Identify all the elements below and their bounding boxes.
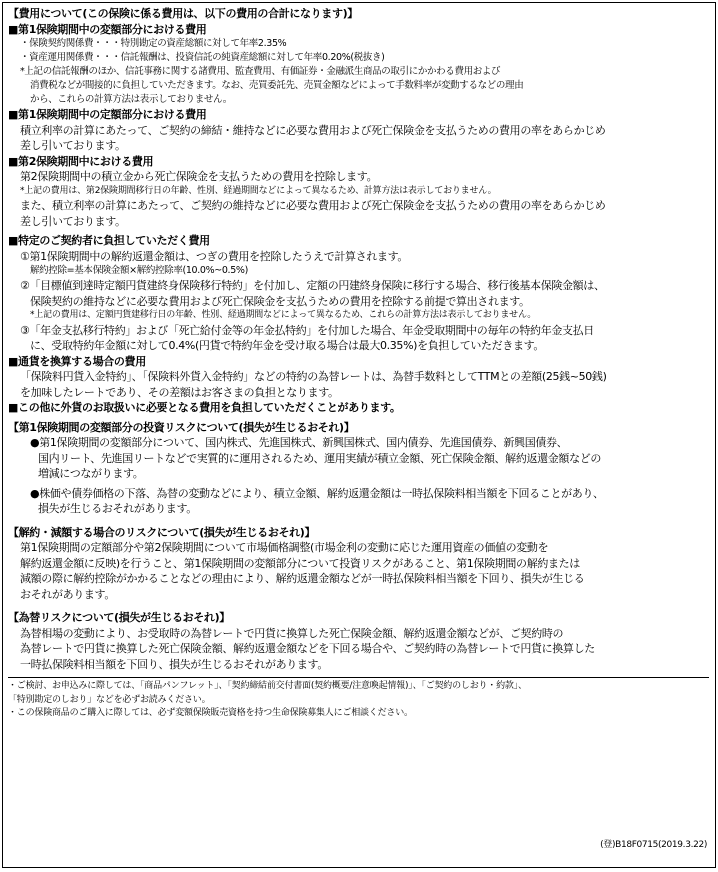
- section-title: ■第1保険期間中の変額部分における費用: [8, 22, 207, 36]
- note-line: *上記の費用は、定額円貨建移行日の年齢、性別、経過期間などによって異なるため、これらの計算方法は表示しておりません。: [30, 310, 537, 320]
- body-line: 「保険料円貨入金特約」、「保険料外貨入金特約」などの特約の為替レートは、為替手数料としてTTMとの差額(25銭~50銭): [20, 370, 607, 383]
- note-line: から、これらの計算方法は表示しておりません。: [30, 94, 232, 105]
- body-line: 増減につながります。: [38, 467, 144, 480]
- risk-section-investment: [8, 420, 709, 517]
- body-line: ②「目標値到達時定額円貨建終身保険移行特約」を付加し、定額の円建終身保険に移行する場合、移行後基本保険金額は、: [20, 279, 605, 292]
- note-line: *上記の費用は、第2保険期間移行日の年齢、性別、経過期間などによって異なるため、計算方法は表示しておりません。: [20, 185, 497, 196]
- fee-section-fixed: [8, 107, 709, 154]
- section-title: 【解約・減額する場合のリスクについて(損失が生じるおそれ)】: [8, 525, 316, 539]
- fee-header: 【費用について(この保険に係る費用は、以下の費用の合計になります)】: [8, 7, 358, 20]
- body-line: 第1保険期間の定額部分や第2保険期間について市場価格調整(市場金利の変動に応じた運用資産の価値の変動を: [20, 541, 549, 554]
- section-title: 【第1保険期間の変額部分の投資リスクについて(損失が生じるおそれ)】: [8, 420, 355, 434]
- body-line: 差し引いております。: [20, 214, 126, 228]
- footer-line: ・ご検討、お申込みに際しては、「商品パンフレット」、「契約締結前交付書面(契約概要/注意喚起情報)」、「ご契約のしおり・約款」、: [8, 681, 527, 691]
- body-line: ●第1保険期間の変額部分について、国内株式、先進国株式、新興国株式、国内債券、先進国債券、新興国債券、: [30, 436, 568, 449]
- body-line: ①第1保険期間中の解約返還金額は、つぎの費用を控除したうえで計算されます。: [20, 249, 409, 263]
- formula-line: 解約控除=基本保険金額×解約控除率(10.0%~0.5%): [30, 265, 248, 276]
- section-title: ■通貨を換算する場合の費用: [8, 354, 146, 368]
- body-line: 積立利率の計算にあたって、ご契約の締結・維持などに必要な費用および死亡保険金を支払うための費用の率をあらかじめ: [20, 123, 606, 137]
- section-title: ■特定のご契約者に負担していただく費用: [8, 234, 210, 247]
- body-line: おそれがあります。: [20, 587, 115, 601]
- body-line: 差し引いております。: [20, 139, 126, 152]
- body-line: ●株価や債券価格の下落、為替の変動などにより、積立金額、解約返還金額は一時払保険料相当額を下回ることがあり、: [30, 486, 604, 500]
- section-title: 【為替リスクについて(損失が生じるおそれ)】: [8, 611, 230, 624]
- fee-section-second-period: [8, 154, 709, 230]
- fee-section-variable: [8, 22, 709, 108]
- body-line: 解約返還金額に反映)を行うこと、第1保険期間の変額部分について投資リスクがあること、第1保険期間の解約または: [20, 556, 580, 570]
- body-line: 為替相場の変動により、お受取時の為替レートで円貨に換算した死亡保険金額、解約返還金額などが、ご契約時の: [20, 626, 564, 640]
- body-line: 保険契約の維持などに必要な費用および死亡保険金を支払うための費用を控除する前提で算出されます。: [30, 294, 530, 308]
- body-line: ③「年金支払移行特約」および「死亡給付金等の年金払特約」を付加した場合、年金受取期間中の毎年の特約年金支払日: [20, 323, 594, 337]
- body-line: 損失が生じるおそれがあります。: [38, 502, 197, 515]
- note-line: *上記の信託報酬のほか、信託事務に関する諸費用、監査費用、有価証券・金融派生商品の取引にかかわる費用および: [20, 66, 501, 77]
- body-line: 為替レートで円貨に換算した死亡保険金額、解約返還金額などを下回る場合や、ご契約時の為替レートで円貨に換算した: [20, 642, 595, 655]
- fee-line: ・資産運用関係費・・・信託報酬は、投資信託の純資産総額に対して年率0.20%(税抜き): [20, 52, 385, 63]
- document-code: (登)B18F0715(2019.3.22): [600, 839, 707, 850]
- divider: [8, 677, 709, 678]
- section-title: ■この他に外貨のお取扱いに必要となる費用を負担していただくことがあります。: [8, 401, 401, 414]
- risk-section-exchange: [8, 610, 709, 672]
- fee-line: ・保険契約関係費・・・特別勘定の資産総額に対して年率2.35%: [20, 38, 287, 49]
- footer-notes: [8, 680, 709, 721]
- section-title: ■第2保険期間中における費用: [8, 154, 154, 168]
- footer-line: 「特別勘定のしおり」などを必ずお読みください。: [8, 694, 211, 705]
- body-line: また、積立利率の計算にあたって、ご契約の維持などに必要な費用および死亡保険金を支払うための費用の率をあらかじめ: [20, 199, 606, 212]
- fee-section-specific: [8, 233, 709, 354]
- body-line: を加味したレートであり、その差額はお客さまの負担となります。: [20, 385, 339, 399]
- fee-section-currency: [8, 354, 709, 401]
- note-line: 消費税などが間接的に負担していただきます。なお、売買委託先、売買金額などによって手数料率が変動するなどの理由: [30, 80, 524, 91]
- body-line: 第2保険期間中の積立金から死亡保険金を支払うための費用を控除します。: [20, 170, 378, 183]
- section-title: ■第1保険期間中の定額部分における費用: [8, 108, 207, 121]
- body-line: に、受取特約年金額に対して0.4%(円貨で特約年金を受け取る場合は最大0.35%)を負担していただきます。: [30, 339, 545, 352]
- footer-line: ・この保険商品のご購入に際しては、必ず変額保険販売資格を持つ生命保険募集人にご相談ください。: [8, 708, 413, 718]
- body-line: 減額の際に解約控除がかかることなどの理由により、解約返還金額などが一時払保険料相当額を下回り、損失が生じる: [20, 572, 585, 585]
- document-page: [2, 2, 716, 868]
- body-line: 国内リート、先進国リートなどで実質的に運用されるため、運用実績が積立金額、死亡保険金額、解約返還金額などの: [38, 451, 602, 465]
- risk-section-surrender: [8, 525, 709, 603]
- body-line: 一時払保険料相当額を下回り、損失が生じるおそれがあります。: [20, 657, 328, 671]
